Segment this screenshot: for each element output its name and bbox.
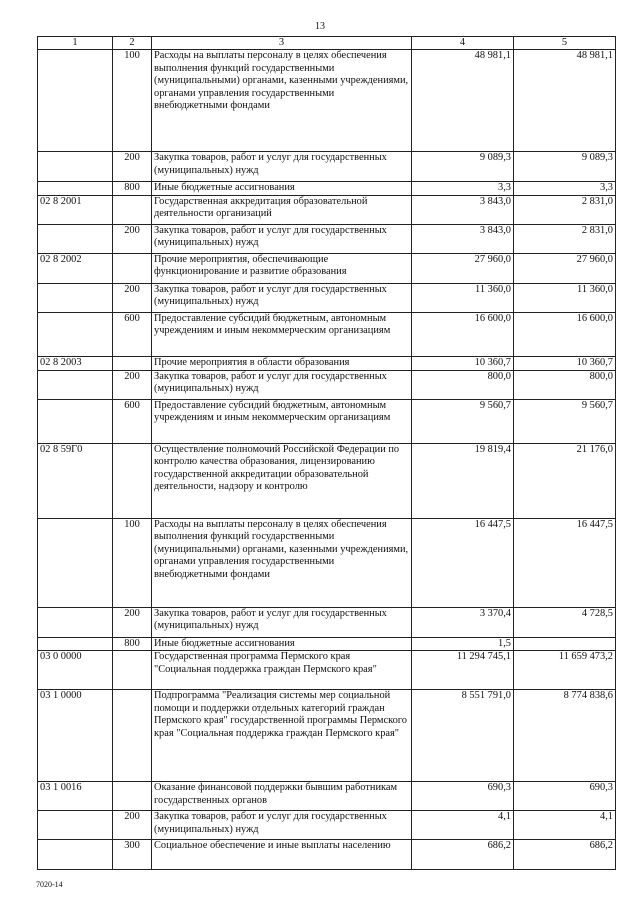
row-code: 02 8 2001 xyxy=(38,195,113,224)
row-name: Подпрограмма "Реализация системы мер социальной помощи и поддержки отдельных категорий граждан Пермского края" государственной программы Пермского края "Социальная поддержка граждан Пермского края" xyxy=(152,690,412,782)
row-code xyxy=(38,283,113,312)
row-value-col5: 16 447,5 xyxy=(514,518,616,607)
row-expense-type xyxy=(113,782,152,811)
row-expense-type xyxy=(113,195,152,224)
row-name: Закупка товаров, работ и услуг для государственных (муниципальных) нужд xyxy=(152,607,412,637)
row-code: 02 8 2002 xyxy=(38,253,113,283)
row-value-col5: 10 360,7 xyxy=(514,356,616,370)
row-value-col5: 2 831,0 xyxy=(514,195,616,224)
table-row xyxy=(38,399,616,443)
row-name: Иные бюджетные ассигнования xyxy=(152,182,412,196)
page-number: 13 xyxy=(315,21,325,32)
row-expense-type: 800 xyxy=(113,182,152,196)
table-row xyxy=(38,224,616,253)
table-row xyxy=(38,356,616,370)
row-name: Иные бюджетные ассигнования xyxy=(152,637,412,651)
row-value-col5: 3,3 xyxy=(514,182,616,196)
row-name: Социальное обеспечение и иные выплаты населению xyxy=(152,840,412,870)
budget-table xyxy=(37,36,616,870)
row-expense-type xyxy=(113,253,152,283)
row-value-col4: 3 370,4 xyxy=(412,607,514,637)
row-value-col5: 16 600,0 xyxy=(514,312,616,356)
row-name: Оказание финансовой поддержки бывшим работникам государственных органов xyxy=(152,782,412,811)
row-value-col4: 3 843,0 xyxy=(412,195,514,224)
table-row xyxy=(38,518,616,607)
header-col-5: 5 xyxy=(514,37,616,50)
row-code xyxy=(38,399,113,443)
table-row xyxy=(38,782,616,811)
row-value-col5: 4 728,5 xyxy=(514,607,616,637)
row-value-col4: 686,2 xyxy=(412,840,514,870)
table-row xyxy=(38,443,616,518)
row-value-col4: 800,0 xyxy=(412,370,514,399)
row-code: 02 8 59Г0 xyxy=(38,443,113,518)
row-code xyxy=(38,518,113,607)
row-code xyxy=(38,50,113,152)
table-row xyxy=(38,370,616,399)
row-value-col5 xyxy=(514,637,616,651)
row-expense-type: 600 xyxy=(113,312,152,356)
row-value-col4: 9 560,7 xyxy=(412,399,514,443)
row-value-col5: 9 089,3 xyxy=(514,152,616,182)
table-row xyxy=(38,283,616,312)
row-value-col4: 19 819,4 xyxy=(412,443,514,518)
row-expense-type xyxy=(113,651,152,690)
row-code xyxy=(38,182,113,196)
row-value-col4: 27 960,0 xyxy=(412,253,514,283)
row-expense-type: 800 xyxy=(113,637,152,651)
row-expense-type: 200 xyxy=(113,283,152,312)
header-col-3: 3 xyxy=(152,37,412,50)
row-value-col5: 21 176,0 xyxy=(514,443,616,518)
table-row xyxy=(38,811,616,840)
row-value-col4: 16 600,0 xyxy=(412,312,514,356)
row-code xyxy=(38,811,113,840)
row-expense-type: 200 xyxy=(113,811,152,840)
row-code xyxy=(38,224,113,253)
row-value-col5: 11 360,0 xyxy=(514,283,616,312)
table-row xyxy=(38,651,616,690)
row-value-col4: 11 294 745,1 xyxy=(412,651,514,690)
row-code: 03 1 0000 xyxy=(38,690,113,782)
row-value-col4: 16 447,5 xyxy=(412,518,514,607)
table-row xyxy=(38,253,616,283)
document-footer-code: 7020-14 xyxy=(36,880,63,889)
row-code xyxy=(38,607,113,637)
row-value-col5: 27 960,0 xyxy=(514,253,616,283)
header-col-2: 2 xyxy=(113,37,152,50)
row-expense-type: 600 xyxy=(113,399,152,443)
row-name: Закупка товаров, работ и услуг для государственных (муниципальных) нужд xyxy=(152,370,412,399)
row-expense-type: 200 xyxy=(113,607,152,637)
table-row xyxy=(38,312,616,356)
row-name: Осуществление полномочий Российской Федерации по контролю качества образования, лицензированию государственной аккредитации образовательной деятельности, надзору и контролю xyxy=(152,443,412,518)
row-name: Предоставление субсидий бюджетным, автономным учреждениям и иным некоммерческим организациям xyxy=(152,399,412,443)
row-name: Закупка товаров, работ и услуг для государственных (муниципальных) нужд xyxy=(152,152,412,182)
row-value-col4: 3,3 xyxy=(412,182,514,196)
row-name: Расходы на выплаты персоналу в целях обеспечения выполнения функций государственными (муниципальными) органами, казенными учреждениями, органами управления государственными внебюджетными фондами xyxy=(152,518,412,607)
row-value-col4: 10 360,7 xyxy=(412,356,514,370)
row-expense-type: 200 xyxy=(113,152,152,182)
row-code xyxy=(38,312,113,356)
row-value-col5: 4,1 xyxy=(514,811,616,840)
row-expense-type xyxy=(113,356,152,370)
row-code xyxy=(38,840,113,870)
table-row xyxy=(38,195,616,224)
row-code: 03 1 0016 xyxy=(38,782,113,811)
row-value-col4: 3 843,0 xyxy=(412,224,514,253)
row-name: Закупка товаров, работ и услуг для государственных (муниципальных) нужд xyxy=(152,811,412,840)
table-row xyxy=(38,840,616,870)
row-value-col4: 1,5 xyxy=(412,637,514,651)
header-col-1: 1 xyxy=(38,37,113,50)
row-value-col5: 11 659 473,2 xyxy=(514,651,616,690)
row-value-col5: 8 774 838,6 xyxy=(514,690,616,782)
table-row xyxy=(38,690,616,782)
row-name: Прочие мероприятия в области образования xyxy=(152,356,412,370)
table-row xyxy=(38,182,616,196)
row-name: Прочие мероприятия, обеспечивающие функционирование и развитие образования xyxy=(152,253,412,283)
row-code: 03 0 0000 xyxy=(38,651,113,690)
row-value-col5: 9 560,7 xyxy=(514,399,616,443)
row-value-col4: 11 360,0 xyxy=(412,283,514,312)
row-expense-type: 200 xyxy=(113,370,152,399)
table-row xyxy=(38,607,616,637)
row-value-col5: 48 981,1 xyxy=(514,50,616,152)
row-value-col4: 4,1 xyxy=(412,811,514,840)
row-code xyxy=(38,637,113,651)
table-row xyxy=(38,637,616,651)
row-name: Государственная программа Пермского края "Социальная поддержка граждан Пермского края" xyxy=(152,651,412,690)
row-expense-type: 200 xyxy=(113,224,152,253)
row-value-col5: 686,2 xyxy=(514,840,616,870)
row-name: Государственная аккредитация образовательной деятельности организаций xyxy=(152,195,412,224)
row-value-col4: 9 089,3 xyxy=(412,152,514,182)
row-value-col5: 2 831,0 xyxy=(514,224,616,253)
table-row xyxy=(38,152,616,182)
row-value-col4: 48 981,1 xyxy=(412,50,514,152)
row-code: 02 8 2003 xyxy=(38,356,113,370)
row-value-col5: 800,0 xyxy=(514,370,616,399)
row-expense-type xyxy=(113,443,152,518)
header-row xyxy=(38,37,616,50)
row-value-col4: 8 551 791,0 xyxy=(412,690,514,782)
header-col-4: 4 xyxy=(412,37,514,50)
table-row xyxy=(38,50,616,152)
row-value-col5: 690,3 xyxy=(514,782,616,811)
row-code xyxy=(38,152,113,182)
row-name: Закупка товаров, работ и услуг для государственных (муниципальных) нужд xyxy=(152,224,412,253)
row-expense-type: 300 xyxy=(113,840,152,870)
row-value-col4: 690,3 xyxy=(412,782,514,811)
row-expense-type: 100 xyxy=(113,518,152,607)
row-expense-type: 100 xyxy=(113,50,152,152)
row-name: Предоставление субсидий бюджетным, автономным учреждениям и иным некоммерческим организациям xyxy=(152,312,412,356)
row-name: Расходы на выплаты персоналу в целях обеспечения выполнения функций государственными (муниципальными) органами, казенными учреждениями, органами управления государственными внебюджетными фондами xyxy=(152,50,412,152)
row-code xyxy=(38,370,113,399)
row-expense-type xyxy=(113,690,152,782)
row-name: Закупка товаров, работ и услуг для государственных (муниципальных) нужд xyxy=(152,283,412,312)
